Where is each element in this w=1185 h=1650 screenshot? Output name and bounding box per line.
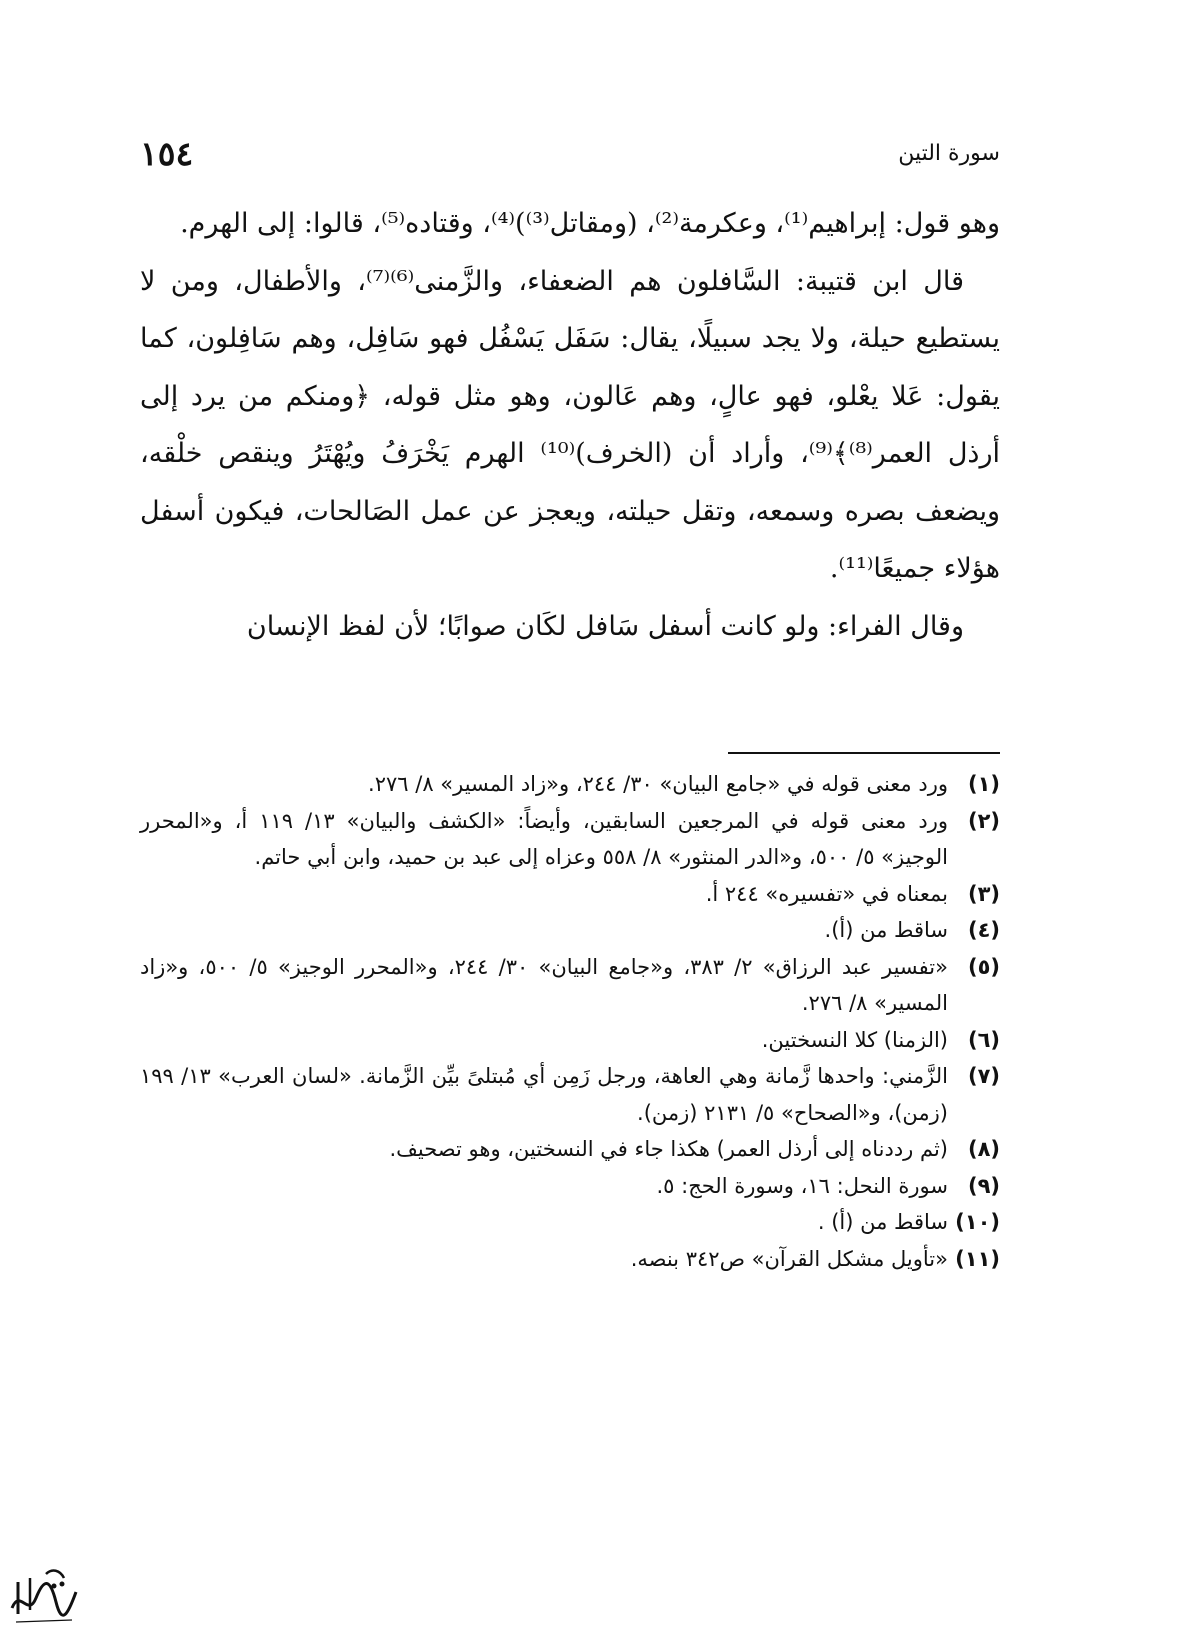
footnote bbox=[140, 1241, 1000, 1278]
footnote-text: (الزمنا) كلا النسختين. bbox=[761, 1027, 948, 1052]
footnote-separator bbox=[728, 752, 1000, 754]
footnote-text: ساقط من (أ) . bbox=[817, 1210, 948, 1234]
main-text bbox=[140, 195, 1000, 655]
footnote-number: (١٠) bbox=[955, 1210, 1000, 1234]
running-title: سورة التين bbox=[898, 140, 1000, 166]
footnote bbox=[140, 766, 1000, 803]
footnote-text: الزَّمني: واحدها زَّمانة وهي العاهة، ورجل زَمِن أي مُبتلىً بيِّن الزَّمانة. «لسان العرب» ١٣/ ١٩٩ (زمن)، و«الصحاح» ٥/ ٢١٣١ (زمن). bbox=[140, 1064, 948, 1125]
footnote-text: ورد معنى قوله في «جامع البيان» ٣٠/ ٢٤٤، و«زاد المسير» ٨/ ٢٧٦. bbox=[368, 772, 948, 796]
footnote bbox=[140, 1168, 1000, 1205]
footnote-number: (٩) bbox=[967, 1173, 1000, 1198]
footnote-text: «تأويل مشكل القرآن» ص٣٤٢ بنصه. bbox=[630, 1246, 948, 1271]
footnote-text: «تفسير عبد الرزاق» ٢/ ٣٨٣، و«جامع البيان» ٣٠/ ٢٤٤، و«المحرر الوجيز» ٥/ ٥٠٠، و«زاد المسير» ٨/ ٢٧٦. bbox=[140, 954, 948, 1015]
footnote bbox=[140, 803, 1000, 876]
paragraph: وقال الفراء: ولو كانت أسفل سَافل لكَان صوابًا؛ لأن لفظ الإنسان bbox=[246, 610, 964, 642]
footnote-number: (٣) bbox=[967, 881, 1000, 906]
footnote-text: ساقط من (أ). bbox=[824, 918, 948, 942]
footnote bbox=[140, 1022, 1000, 1059]
page-header bbox=[140, 118, 1000, 188]
paragraph: وهو قول: إبراهيم⁽¹⁾، وعكرمة⁽²⁾، (ومقاتل⁽³⁾)⁽⁴⁾، وقتاده⁽⁵⁾، قالوا: إلى الهرم. bbox=[180, 208, 1000, 239]
calligraphy-logo-icon bbox=[6, 1548, 82, 1630]
footnote-number: (٤) bbox=[967, 918, 1000, 942]
footnotes bbox=[140, 766, 1000, 1277]
paragraph: قال ابن قتيبة: السَّافلون هم الضعفاء، والزَّمنى⁽⁶⁾⁽⁷⁾، والأطفال، ومن لا يستطيع حيلة، ولا يجد سبيلًا، يقال: سَفَل يَسْفُل فهو سَافِل، وهم سَافِلون، كما يقول: عَلا يعْلو، فهو عالٍ، وهم عَالون، وهو مثل قوله، ﴿ومنكم من يرد إلى أرذل العمر⁽⁸⁾﴾⁽⁹⁾، وأراد أن (الخرف)⁽¹⁰⁾ الهرم يَخْرَفُ ويُهْتَرُ وينقص خلْقه، ويضعف بصره وسمعه، وتقل حيلته، ويعجز عن عمل الصَالحات، فيكون أسفل هؤلاء جميعًا⁽¹¹⁾. bbox=[140, 265, 1001, 584]
footnote bbox=[140, 876, 1000, 913]
footnote bbox=[140, 1058, 1000, 1131]
footnote-text: بمعناه في «تفسيره» ٢٤٤ أ. bbox=[705, 881, 948, 906]
footnote-number: (١١) bbox=[955, 1246, 1000, 1271]
footnote-number: (٧) bbox=[967, 1064, 1000, 1088]
footnote-text: سورة النحل: ١٦، وسورة الحج: ٥. bbox=[656, 1173, 948, 1198]
footnote-number: (٢) bbox=[967, 808, 1000, 833]
footnote-text: (ثم رددناه إلى أرذل العمر) هكذا جاء في النسختين، وهو تصحيف. bbox=[389, 1137, 948, 1161]
page-number: ١٥٤ bbox=[140, 133, 194, 173]
footnote bbox=[140, 1204, 1000, 1241]
footnote-number: (٥) bbox=[967, 954, 1000, 979]
footnote-text: ورد معنى قوله في المرجعين السابقين، وأيضاً: «الكشف والبيان» ١٣/ ١١٩ أ، و«المحرر الوجيز» ٥/ ٥٠٠، و«الدر المنثور» ٨/ ٥٥٨ وعزاه إلى عبد بن حميد، وابن أبي حاتم. bbox=[140, 808, 948, 869]
footnote bbox=[140, 1131, 1000, 1168]
footnote bbox=[140, 949, 1000, 1022]
footnote-number: (٦) bbox=[967, 1027, 1000, 1052]
footnote bbox=[140, 912, 1000, 949]
footnote-number: (١) bbox=[967, 772, 1000, 796]
footnote-number: (٨) bbox=[967, 1137, 1000, 1161]
